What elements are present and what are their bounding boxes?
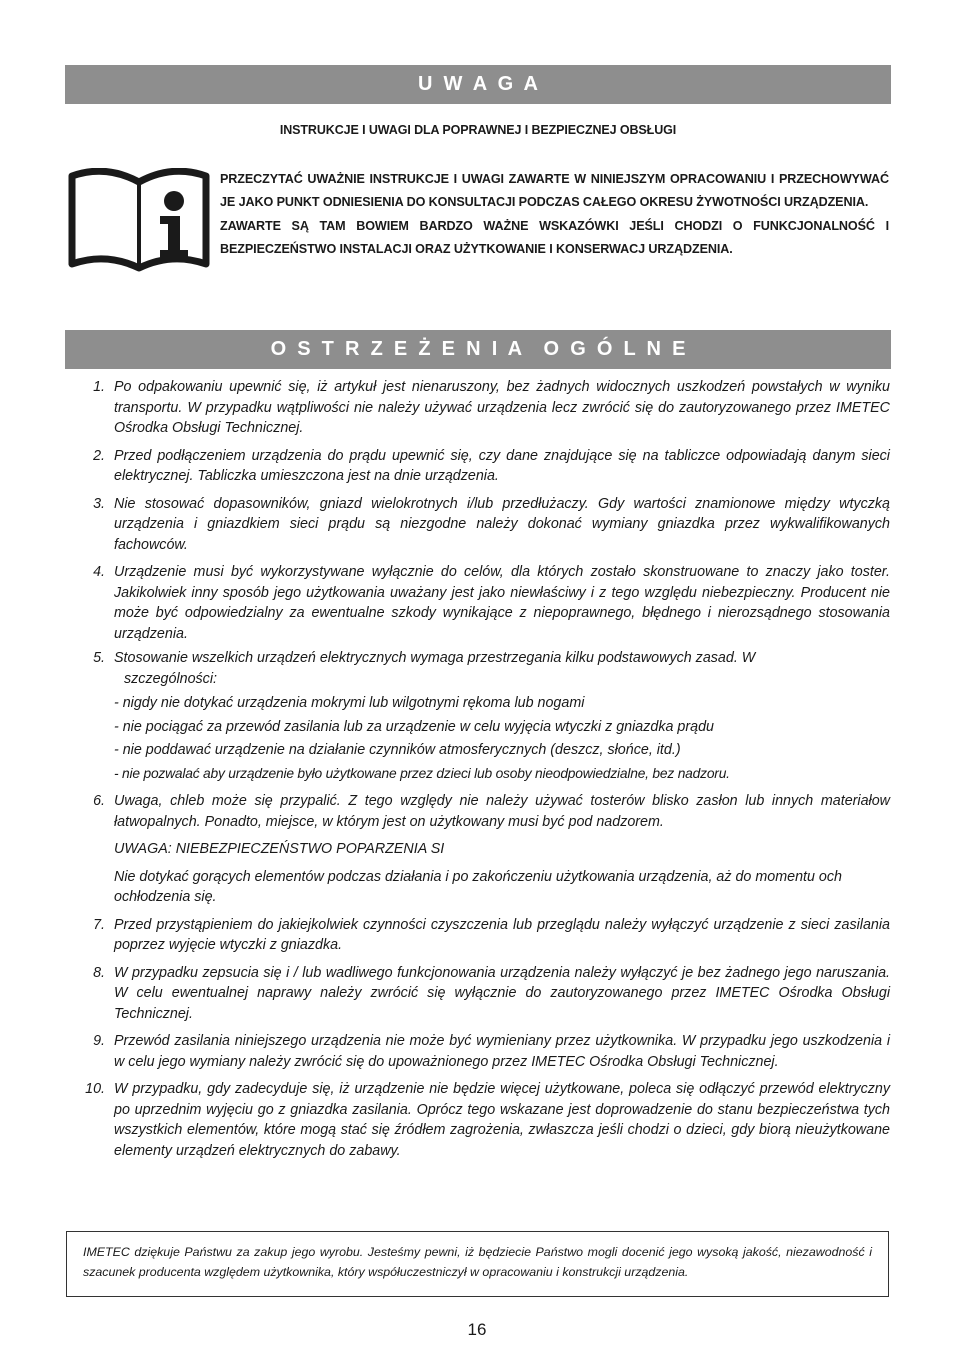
warning-item-5: 5. Stosowanie wszelkich urządzeń elektrycznych wymaga przestrzegania kilku podstawowych zasad. W szczególności:: [93, 650, 756, 687]
uwaga-banner-title: U W A G A: [418, 73, 538, 95]
warning-item-4: 4. Urządzenie musi być wykorzystywane wyłącznie do celów, dla których zostało skonstruowane to znaczy jako toster. Jakikolwiek inny sposób jego użytkowania uważany jest jako niewłaściwy i z tego względu niebezpieczny. Producent nie może być odpowiedzialny za ewentualne szkody wynikające z niepoprawnego, błędnego i nierozsądnego stosowania urządzenia.: [93, 564, 890, 642]
page-number: 16: [467, 1320, 487, 1339]
intro-paragraph-2: ZAWARTE SĄ TAM BOWIEM BARDZO WAŻNE WSKAZÓWKI JEŚLI CHODZI O FUNKCJONALNOŚĆ I BEZPIECZEŃSTWO INSTALACJI ORAZ UŻYTKOWANIE I KONSERWACJ URZĄDZENIA.: [220, 218, 889, 256]
warning-sub-item: - nie poddawać urządzenie na działanie czynników atmosferycznych (deszcz, słońce, itd.): [114, 742, 681, 758]
warning-item-10: 10. W przypadku, gdy zadecyduje się, iż urządzenie nie będzie więcej użytkowane, poleca się odłączyć przewód elektryczny po uprzednim wyjęciu go z gniazdka zasilania. Oprócz tego wskazane jest doprowadzenie do stanu bezpieczeństwa tych wszystkich elementów, które mogą stać się źródłem zagrożenia, zwłaszcza jeśli chodzi o dzieci, gdy biorą nieużytkowane elementy urządzeń elektrycznych do zabawy.: [85, 1081, 890, 1159]
warning-item-7: 7. Przed przystąpieniem do jakiejkolwiek czynności czyszczenia lub przeglądu należy wyłączyć urządzenie z sieci zasilania poprzez wyjęcie wtyczki z gniazdka.: [93, 916, 890, 953]
intro-text: [220, 168, 889, 261]
burn-hazard-note: Nie dotykać gorących elementów podczas działania i po zakończeniu użytkowania urządzenia, aż do momentu och ochłodzenia się.: [114, 868, 842, 905]
warning-item-1: 1. Po odpakowaniu upewnić się, iż artykuł jest nienaruszony, bez żadnych widocznych uszkodzeń powstałych w wyniku transportu. W przypadku wątpliwości nie należy używać urządzenia lecz zwrócić się do zautoryzowanego przez IMETEC Ośrodka Obsługi Technicznej.: [93, 379, 890, 436]
warning-sub-item: - nie pozwalać aby urządzenie było użytkowane przez dzieci lub osoby nieodpowiedzialne, bez nadzoru.: [114, 765, 730, 781]
general-warnings-list: [75, 377, 890, 1161]
thank-you-text: IMETEC dziękuje Państwu za zakup jego wyrobu. Jesteśmy pewni, iż będziecie Państwo mogli docenić jego wysoką jakość, niezawodność i szacunek producenta względem użytkownika, który współuczestniczył w opracowaniu i konstrukcji urządzenia.: [83, 1245, 872, 1279]
warning-item-6: 6. Uwaga, chleb może się przypalić. Z tego względy nie należy używać tosterów blisko zasłon lub innych materiałow łatwopalnych. Ponadto, miejsce, w którym jest on użytkowany musi być pod nadzorem.: [93, 793, 890, 830]
uwaga-banner: [65, 65, 891, 104]
warning-item-8: 8. W przypadku zepsucia się i / lub wadliwego funkcjonowania urządzenia należy wyłączyć je bez żadnego jego naruszania. W celu ewentualnej naprawy należy zwrócić się wyłącznie do zautoryzowanego przez IMETEC Ośrodka Obsługi Technicznej.: [93, 964, 890, 1022]
warning-item-2: 2. Przed podłączeniem urządzenia do prądu upewnić się, czy dane znajdujące się na tabliczce odpowiadają danym sieci elektrycznej. Tabliczka umieszczona jest na dnie urządzenia.: [93, 447, 890, 484]
warning-item-9: 9. Przewód zasilania niniejszego urządzenia nie może być wymieniany przez użytkownika. W przypadku jego uszkodzenia i w celu jego wymiany należy zwrócić się do upoważnionego przez IMETEC Ośrodka Obsługi Technicznej.: [93, 1033, 890, 1070]
ostrzezenia-banner: [65, 330, 891, 369]
instructions-subtitle: INSTRUKCJE I UWAGI DLA POPRAWNEJ I BEZPIECZNEJ OBSŁUGI: [279, 123, 677, 137]
ostrzezenia-banner-title: O S T R Z E Ż E N I A O G Ó L N E: [270, 338, 686, 360]
warning-sub-item: - nie pociągać za przewód zasilania lub za urządzenie w celu wyjęcia wtyczki z gniazdka prądu: [114, 718, 714, 735]
warning-sub-item: - nigdy nie dotykać urządzenia mokrymi lub wilgotnymi rękoma lub nogami: [114, 695, 585, 711]
thank-you-note: [66, 1231, 889, 1297]
warning-item-3: 3. Nie stosować dopasowników, gniazd wielokrotnych i/lub przedłużaczy. Gdy wartości znamionowe między wtyczką urządzenia i gniazdkiem sieci prądu są niezgodne należy dokonać wymiany gniazdka przez wykwalifikowanych fachowców.: [93, 495, 890, 553]
burn-hazard-warning: UWAGA: NIEBEZPIECZEŃSTWO POPARZENIA SI: [114, 841, 445, 857]
intro-paragraph-1: PRZECZYTAĆ UWAŻNIE INSTRUKCJE I UWAGI ZAWARTE W NINIEJSZYM OPRACOWANIU I PRZECHOWYWAĆ JE JAKO PUNKT ODNIESIENIA DO KONSULTACJI PODCZAS CAŁEGO OKRESU ŻYWOTNOŚCI URZĄDZENIA.: [220, 172, 889, 210]
info-book-icon: [66, 168, 212, 272]
